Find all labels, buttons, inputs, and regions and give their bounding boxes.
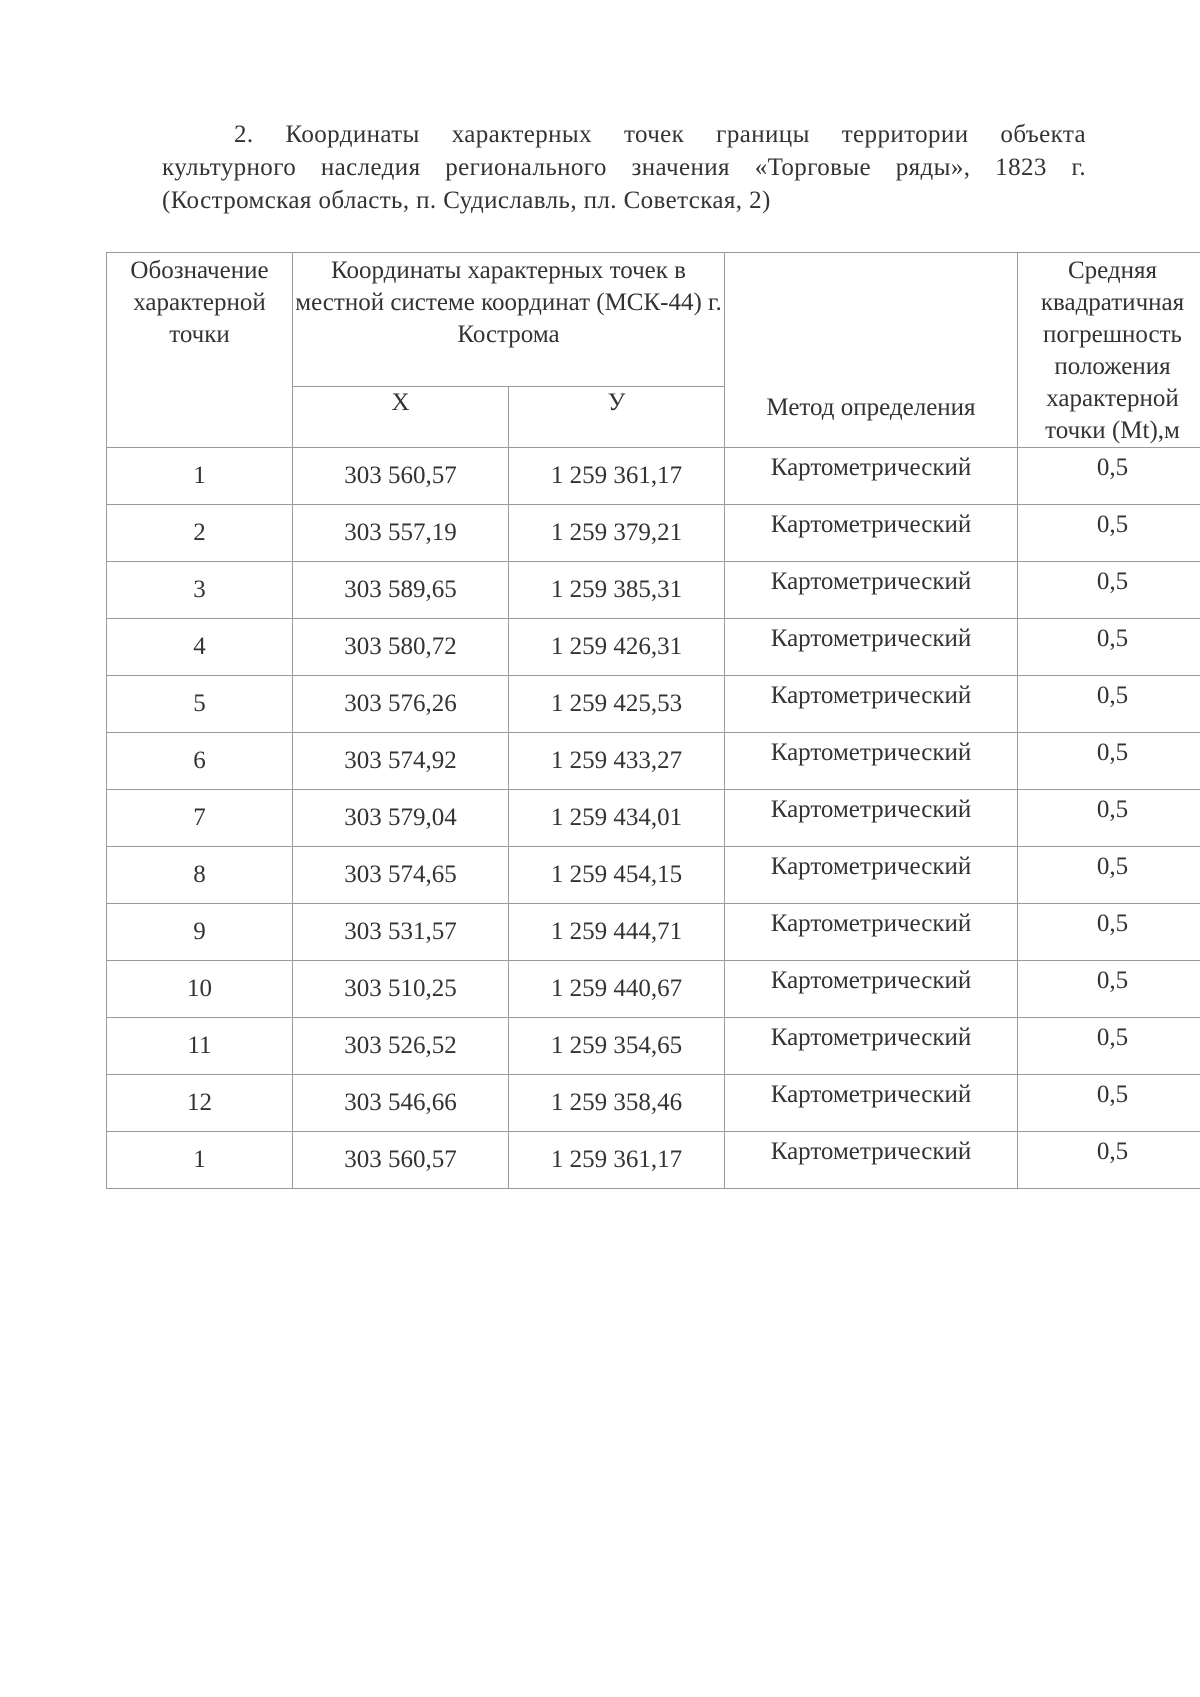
heading-line-3: (Костромская область, п. Судиславль, пл. Советская, 2): [162, 187, 771, 214]
cell-x: 303 526,52: [293, 1018, 509, 1075]
cell-x: 303 557,19: [293, 505, 509, 562]
cell-y: 1 259 425,53: [509, 676, 725, 733]
cell-point: 6: [107, 733, 293, 790]
cell-error: 0,5: [1018, 1075, 1200, 1132]
cell-y: 1 259 354,65: [509, 1018, 725, 1075]
cell-y: 1 259 444,71: [509, 904, 725, 961]
heading-line-2: культурного наследия регионального значения «Торговые ряды», 1823 г.: [162, 154, 1086, 181]
cell-x: 303 589,65: [293, 562, 509, 619]
cell-error: 0,5: [1018, 676, 1200, 733]
cell-point: 11: [107, 1018, 293, 1075]
cell-point: 2: [107, 505, 293, 562]
cell-error: 0,5: [1018, 619, 1200, 676]
header-error: Средняя квадратичная погрешность положения характерной точки (Mt),м: [1018, 253, 1200, 448]
cell-y: 1 259 454,15: [509, 847, 725, 904]
cell-error: 0,5: [1018, 505, 1200, 562]
cell-y: 1 259 361,17: [509, 1132, 725, 1189]
cell-point: 4: [107, 619, 293, 676]
cell-method: Картометрический: [725, 619, 1018, 676]
cell-x: 303 576,26: [293, 676, 509, 733]
cell-method: Картометрический: [725, 847, 1018, 904]
cell-y: 1 259 440,67: [509, 961, 725, 1018]
cell-x: 303 580,72: [293, 619, 509, 676]
section-heading: [162, 118, 1086, 217]
cell-x: 303 560,57: [293, 1132, 509, 1189]
table-row: [107, 448, 1200, 505]
table-row: [107, 619, 1200, 676]
cell-x: 303 510,25: [293, 961, 509, 1018]
cell-method: Картометрический: [725, 562, 1018, 619]
cell-x: 303 531,57: [293, 904, 509, 961]
table-row: [107, 904, 1200, 961]
cell-point: 7: [107, 790, 293, 847]
cell-x: 303 574,92: [293, 733, 509, 790]
cell-point: 9: [107, 904, 293, 961]
cell-method: Картометрический: [725, 1018, 1018, 1075]
cell-error: 0,5: [1018, 961, 1200, 1018]
table-row: [107, 676, 1200, 733]
table-row: [107, 790, 1200, 847]
cell-error: 0,5: [1018, 733, 1200, 790]
cell-point: 12: [107, 1075, 293, 1132]
cell-point: 3: [107, 562, 293, 619]
header-method: Метод определения: [725, 253, 1018, 448]
cell-error: 0,5: [1018, 562, 1200, 619]
cell-error: 0,5: [1018, 448, 1200, 505]
table-row: [107, 562, 1200, 619]
header-x: Х: [293, 387, 509, 448]
table-row: [107, 847, 1200, 904]
cell-point: 1: [107, 448, 293, 505]
cell-error: 0,5: [1018, 847, 1200, 904]
table-row: [107, 505, 1200, 562]
header-y: У: [509, 387, 725, 448]
header-coordinates: Координаты характерных точек в местной системе координат (МСК-44) г. Кострома: [293, 253, 725, 387]
cell-method: Картометрический: [725, 733, 1018, 790]
cell-y: 1 259 385,31: [509, 562, 725, 619]
heading-line-1: 2. Координаты характерных точек границы территории объекта: [234, 121, 1086, 148]
cell-y: 1 259 433,27: [509, 733, 725, 790]
cell-point: 1: [107, 1132, 293, 1189]
cell-x: 303 546,66: [293, 1075, 509, 1132]
coordinates-table: [106, 252, 1200, 1189]
cell-x: 303 574,65: [293, 847, 509, 904]
table-row: [107, 961, 1200, 1018]
cell-point: 10: [107, 961, 293, 1018]
cell-y: 1 259 358,46: [509, 1075, 725, 1132]
cell-error: 0,5: [1018, 1132, 1200, 1189]
cell-method: Картометрический: [725, 1132, 1018, 1189]
cell-method: Картометрический: [725, 676, 1018, 733]
cell-point: 8: [107, 847, 293, 904]
cell-y: 1 259 426,31: [509, 619, 725, 676]
cell-method: Картометрический: [725, 904, 1018, 961]
cell-error: 0,5: [1018, 790, 1200, 847]
table-row: [107, 1132, 1200, 1189]
cell-x: 303 560,57: [293, 448, 509, 505]
header-point: Обозначение характерной точки: [107, 253, 293, 448]
cell-method: Картометрический: [725, 961, 1018, 1018]
cell-x: 303 579,04: [293, 790, 509, 847]
table-row: [107, 1018, 1200, 1075]
table-row: [107, 1075, 1200, 1132]
cell-y: 1 259 379,21: [509, 505, 725, 562]
cell-error: 0,5: [1018, 1018, 1200, 1075]
cell-method: Картометрический: [725, 448, 1018, 505]
cell-error: 0,5: [1018, 904, 1200, 961]
cell-method: Картометрический: [725, 1075, 1018, 1132]
cell-y: 1 259 434,01: [509, 790, 725, 847]
cell-y: 1 259 361,17: [509, 448, 725, 505]
table-body: [107, 448, 1200, 1189]
cell-method: Картометрический: [725, 790, 1018, 847]
cell-point: 5: [107, 676, 293, 733]
cell-method: Картометрический: [725, 505, 1018, 562]
table-row: [107, 733, 1200, 790]
